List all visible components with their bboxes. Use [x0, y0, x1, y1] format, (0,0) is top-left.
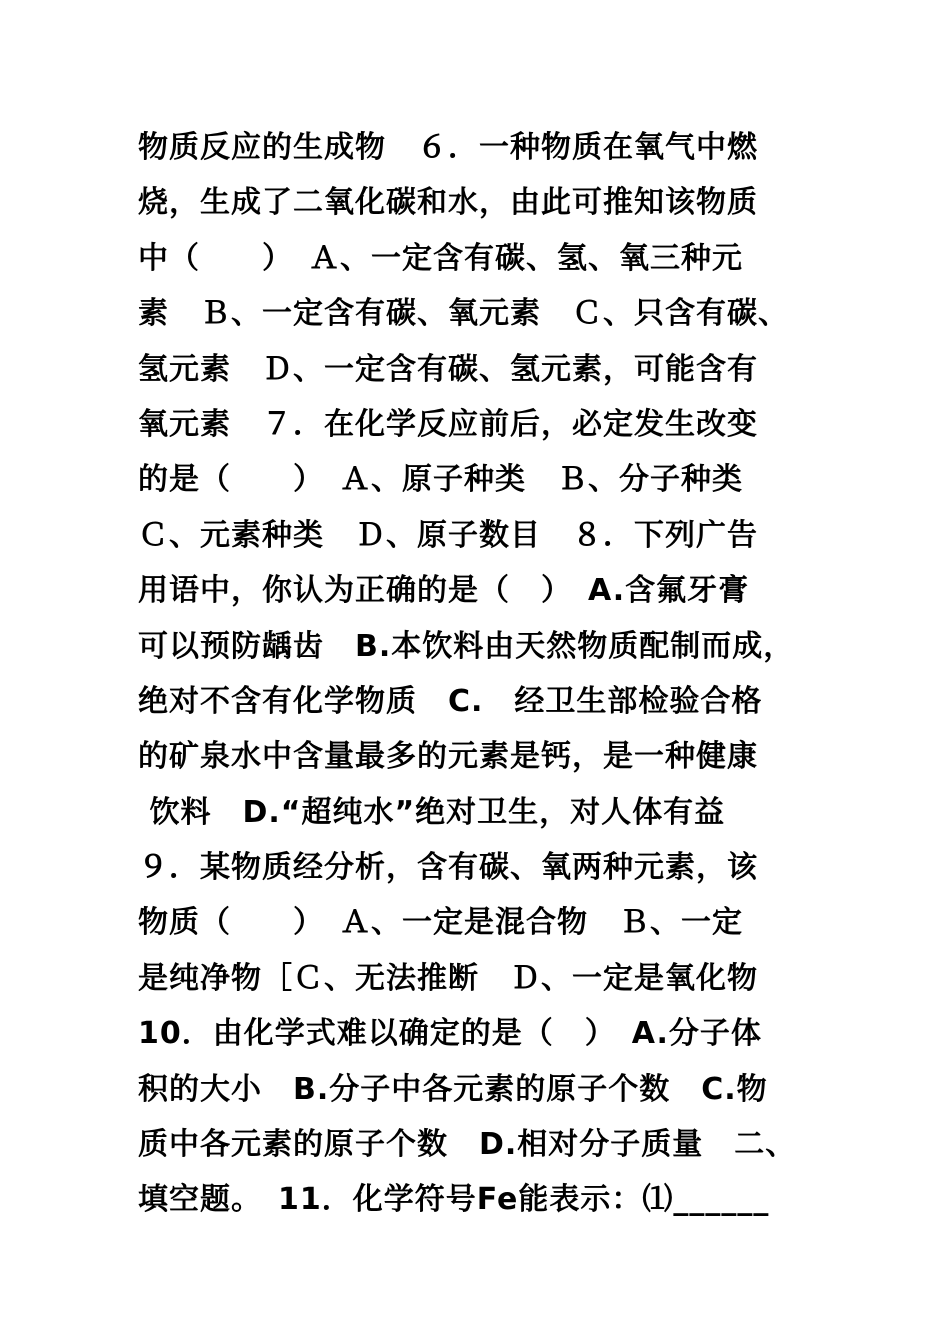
- text-line: 饮料 D.“超纯水”绝对卫生，对人体有益: [138, 794, 726, 830]
- text-line: Ｃ、元素种类 Ｄ、原子数目 ８．下列广告: [138, 517, 758, 553]
- text-line: 物质（ ） Ａ、一定是混合物 Ｂ、一定: [138, 905, 743, 941]
- text-line: 物质反应的生成物 ６．一种物质在氧气中燃: [138, 130, 758, 165]
- document-body: [138, 120, 858, 1228]
- text-line: 可以预防龋齿 B.本饮料由天然物质配制而成，: [138, 628, 795, 664]
- text-line: 的矿泉水中含量最多的元素是钙，是一种健康: [138, 739, 758, 775]
- text-line: 氧元素 ７．在化学反应前后，必定发生改变: [138, 406, 758, 442]
- text-line: 填空题。 11．化学符号Fe能表示：⑴______: [138, 1182, 770, 1218]
- text-line: 素 Ｂ、一定含有碳、氧元素 Ｃ、只含有碳、: [138, 296, 789, 332]
- text-line: 氢元素 Ｄ、一定含有碳、氢元素，可能含有: [138, 351, 758, 387]
- text-line: 用语中，你认为正确的是（ ） A.含氟牙膏: [138, 573, 750, 609]
- text-line: 中（ ） Ａ、一定含有碳、氢、氧三种元: [138, 240, 743, 276]
- text-line: 绝对不含有化学物质 C. 经卫生部检验合格: [138, 683, 763, 719]
- text-line: 质中各元素的原子个数 D.相对分子质量 二、: [138, 1127, 797, 1163]
- text-line: 10．由化学式难以确定的是（ ） A.分子体: [138, 1016, 762, 1052]
- text-line: ９．某物质经分析，含有碳、氧两种元素，该: [138, 850, 758, 886]
- text-line: 的是（ ） Ａ、原子种类 Ｂ、分子种类: [138, 462, 743, 498]
- text-line: 是纯净物［Ｃ、无法推断 Ｄ、一定是氧化物: [138, 960, 758, 996]
- text-line: 积的大小 B.分子中各元素的原子个数 C.物: [138, 1071, 768, 1107]
- text-line: 烧，生成了二氧化碳和水，由此可推知该物质: [138, 185, 758, 221]
